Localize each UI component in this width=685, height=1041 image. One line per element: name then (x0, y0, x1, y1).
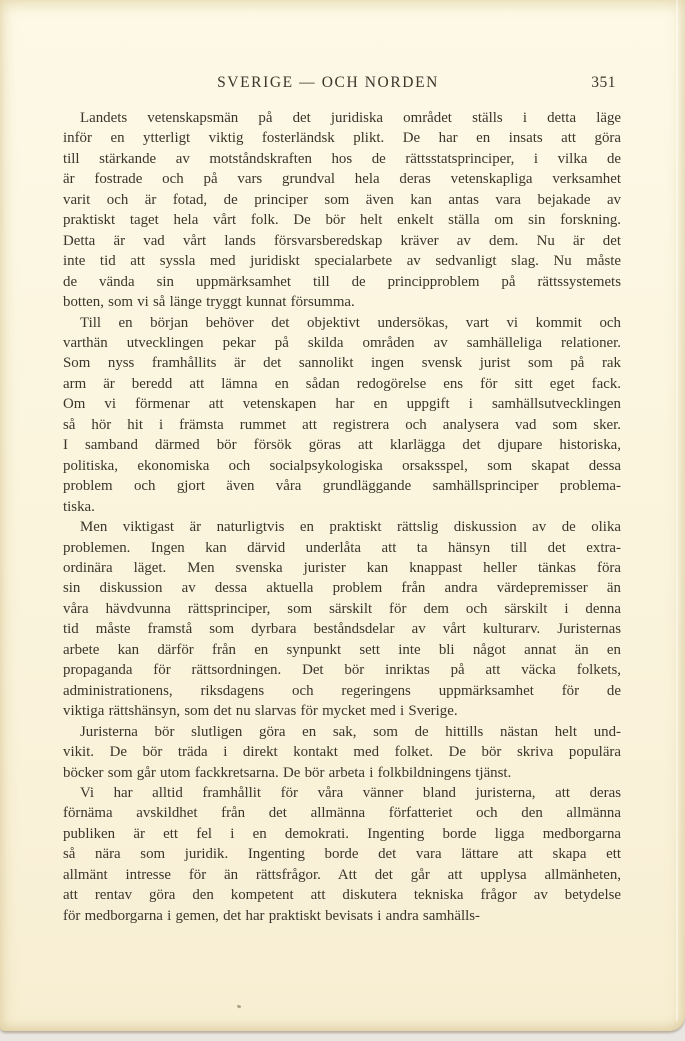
running-header (63, 74, 621, 96)
text-line: Landets vetenskapsmän på det juridiska området ställs i detta läge (80, 110, 621, 126)
paragraph (63, 313, 621, 518)
text-line: botten, som vi så länge tryggt kunnat försumma. (63, 294, 355, 311)
text-line: Till en början behöver det objektivt undersökas, vart vi kommit och (80, 314, 621, 331)
text-line: tid måste framstå som dyrbara beståndsdelar av vårt kulturarv. Juristernas (63, 621, 621, 638)
text-line: politiska, ekonomiska och socialpsykologiska orsaksspel, som skapat dessa (63, 457, 621, 474)
text-line: varit och är fotad, de principer som även kan antas vara bejakade av (63, 191, 621, 208)
text-line: Juristerna bör slutligen göra en sak, som de hittills nästan helt und- (80, 723, 621, 740)
text-line: så nära som juridik. Ingenting borde det vara lättare att skapa ett (63, 846, 621, 863)
text-line: Detta är vad vårt lands försvarsberedskap kräver av dem. Nu är det (63, 232, 621, 249)
text-line: propaganda för rättsordningen. Det bör inriktas på att väcka folkets, (63, 662, 621, 679)
text-line: ordinära läget. Men svenska jurister kan knappast heller tänkas föra (63, 559, 621, 576)
text-line: varthän utvecklingen pekar på skilda områden av samhälleliga relationer. (63, 334, 621, 351)
text-line: tiska. (63, 498, 95, 515)
page-number: 351 (591, 74, 616, 91)
text-line: är fostrade och på vars grundval hela deras vetenskapliga verksamhet (63, 171, 621, 188)
text-line: sin diskussion av dessa aktuella problem från andra värdepremisser än (63, 580, 621, 597)
text-line: Vi har alltid framhållit för våra vänner bland juristerna, att deras (80, 784, 621, 801)
text-line: de vända sin uppmärksamhet till de principproblem på rättssystemets (63, 273, 621, 290)
text-line: Men viktigast är naturligtvis en praktiskt rättslig diskussion av de olika (80, 519, 621, 536)
text-line: att rentav göra den kompetent att diskutera tekniska frågor av betydelse (63, 887, 621, 904)
text-line: arm är beredd att lämna en sådan redogörelse ens för sitt eget fack. (63, 375, 621, 392)
text-line: problemen. Ingen kan därvid underlåta att ta hänsyn till det extra- (63, 539, 621, 556)
text-line: viktiga rättshänsyn, som det nu slarvas för mycket med i Sverige. (63, 703, 458, 720)
paragraph (63, 783, 621, 926)
text-line: Som nyss framhållits är det sannolikt ingen svensk jurist som på rak (63, 355, 621, 372)
paragraph (63, 108, 621, 313)
text-line: publiken är ett fel i en demokrati. Ingenting borde ligga medborgarna (63, 825, 621, 842)
text-line: vikit. De bör träda i direkt kontakt med folket. De bör skriva populära (63, 744, 621, 761)
text-line: arbete kan därför från en synpunkt sett inte bli något annat än en (63, 641, 621, 658)
text-line: problem och gjort även våra grundläggande samhällsprinciper problema- (63, 478, 621, 495)
body-text (63, 108, 621, 926)
text-line: till stärkande av motståndskraften hos de rättsstatsprinciper, i vilka de (63, 150, 621, 167)
text-line: allmänt intresse för än rättsfrågor. Att det går att upplysa allmänheten, (63, 866, 621, 883)
text-line: förnäma avskildhet från det allmänna författeriet och den allmänna (63, 805, 621, 822)
paper-speck (237, 1004, 242, 1008)
text-line: så hör hit i främsta rummet att registrera och analysera vad som sker. (63, 416, 621, 433)
text-line: inför en ytterligt viktig fosterländsk plikt. De har en insats att göra (63, 130, 621, 147)
text-line: våra hävdvunna rättsprinciper, som särskilt för dem och särskilt i denna (63, 600, 621, 617)
text-line: böcker som går utom fackkretsarna. De bör arbeta i folkbildningens tjänst. (63, 764, 512, 781)
text-line: inte tid att syssla med juridiskt specialarbete av sedvanligt slag. Nu måste (63, 253, 621, 270)
text-line: administrationens, riksdagens och regeringens uppmärksamhet för de (63, 682, 621, 699)
text-line: praktiskt taget hela vårt folk. De bör helt enkelt ställa om sin forskning. (63, 212, 621, 229)
text-line: för medborgarna i gemen, det har praktiskt bevisats i andra samhälls- (63, 907, 480, 924)
text-line: Om vi förmenar att vetenskapen har en uppgift i samhällsutvecklingen (63, 396, 621, 413)
paragraph (63, 517, 621, 722)
paragraph (63, 722, 621, 783)
page-header-title: SVERIGE — OCH NORDEN (217, 74, 439, 91)
text-line: I samband därmed bör försök göras att klarlägga det djupare historiska, (63, 437, 621, 454)
